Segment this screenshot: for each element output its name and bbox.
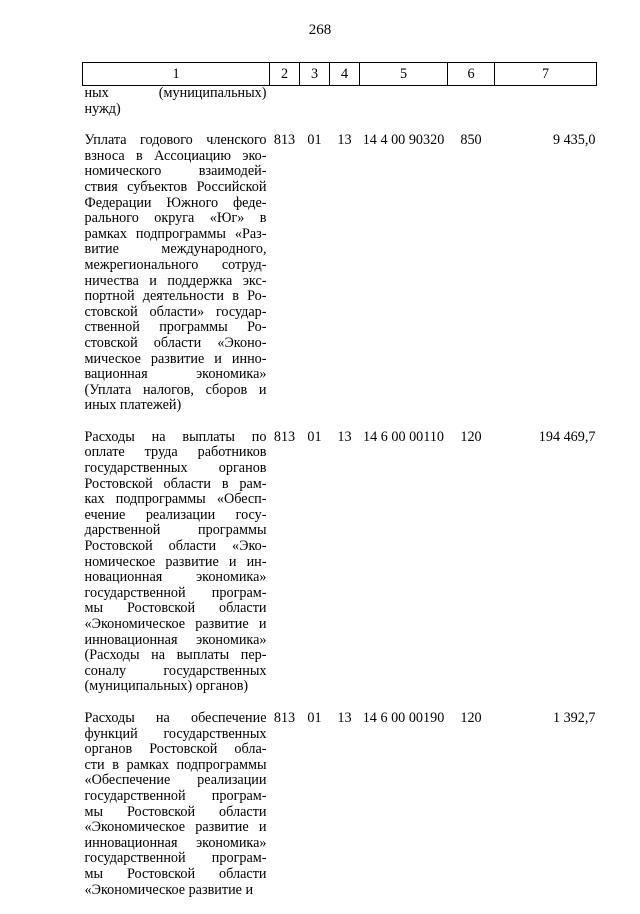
description-line: сти в рамках подпрограммы [84, 756, 267, 773]
description-line: ных (муниципальных) [84, 85, 267, 101]
description-line: функций государственных [84, 725, 267, 742]
description-line: инновационная экономика» [84, 631, 267, 648]
description-line: витие международного, [84, 241, 267, 258]
subsection-code-cell: 13 [337, 132, 352, 149]
amount-cell: 1 392,7 [552, 709, 596, 726]
description-line: номическое развитие и ин- [84, 553, 267, 570]
description-line: Ростовской области «Эко- [84, 538, 267, 555]
description-line: дарственной программы [84, 522, 267, 539]
description-line: иных платежей) [84, 397, 182, 414]
description-line: рального округа «Юг» в [84, 210, 267, 227]
description-line: ничества и поддержка экс- [84, 272, 267, 289]
description-line: инновационная экономика» [84, 834, 267, 851]
table-row [83, 711, 597, 914]
description-line: (Расходы на выплаты пер- [84, 647, 267, 664]
description-line: государственной програм- [84, 850, 267, 867]
description-line: межрегионального сотруд- [84, 256, 267, 273]
description-line: вационная экономика» [84, 366, 267, 383]
description-line: государственной програм- [84, 787, 267, 804]
expense-type-cell: 120 [460, 709, 482, 726]
column-header-1: 1 [83, 63, 270, 86]
continuation-row [83, 86, 597, 134]
description-line: органов Ростовской обла- [84, 741, 267, 758]
table-row [83, 430, 597, 711]
amount-cell: 9 435,0 [552, 132, 596, 149]
description-line: новационная экономика» [84, 569, 267, 586]
expense-type-cell: 850 [460, 132, 482, 149]
description-line: Ростовской области в рам- [84, 475, 267, 492]
description-line: Федерации Южного феде- [84, 194, 267, 211]
ministry-code-cell: 813 [273, 428, 296, 445]
description-line: мы Ростовской области [84, 803, 267, 820]
column-header-4: 4 [330, 63, 360, 86]
description-line: «Экономическое развитие и [84, 819, 267, 836]
description-line: рамках подпрограммы «Раз- [84, 225, 267, 242]
description-line: стовской области «Эконо- [84, 334, 267, 351]
row-description [83, 133, 270, 430]
description-line: оплате труда работников [84, 444, 267, 461]
subsection-code-cell: 13 [337, 428, 352, 445]
description-line: ках подпрограммы «Обесп- [84, 491, 267, 508]
column-header-7: 7 [495, 63, 597, 86]
column-header-6: 6 [448, 63, 495, 86]
description-line: Расходы на выплаты по [84, 428, 267, 445]
subsection-code-cell: 13 [337, 709, 352, 726]
description-line: «Экономическое развитие и [84, 616, 267, 632]
target-article-cell: 14 6 00 00110 [362, 428, 445, 445]
page-number: 268 [308, 22, 332, 38]
section-code-cell: 01 [307, 428, 322, 445]
ministry-code-cell: 813 [273, 709, 296, 726]
target-article-cell: 14 6 00 00190 [362, 709, 445, 726]
description-line: ечение реализации госу- [84, 506, 267, 523]
table-header-row [83, 63, 597, 86]
ministry-code-cell: 813 [273, 132, 296, 149]
description-line: Расходы на обеспечение [84, 709, 267, 726]
row-description [83, 430, 270, 711]
amount-cell: 194 469,7 [538, 428, 596, 445]
description-line: мы Ростовской области [84, 600, 267, 617]
column-header-2: 2 [270, 63, 300, 86]
table-row [83, 133, 597, 430]
description-line: портной деятельности в Ро- [84, 288, 267, 305]
row-description [83, 711, 270, 914]
description-line: ствия субъектов Российской [84, 178, 267, 195]
description-line: «Обеспечение реализации [84, 772, 267, 789]
description-line: взноса в Ассоциацию эко- [84, 147, 267, 164]
continuation-description [83, 86, 270, 134]
description-line: нужд) [84, 100, 121, 117]
budget-table [82, 62, 597, 914]
description-line: стовской области» государ- [84, 303, 267, 320]
description-line: государственных органов [84, 460, 267, 477]
description-line: мическое развитие и инно- [84, 350, 267, 367]
section-code-cell: 01 [307, 132, 322, 149]
column-header-3: 3 [300, 63, 330, 86]
description-line: соналу государственных [84, 662, 267, 679]
description-line: (Уплата налогов, сборов и [84, 381, 267, 398]
column-header-5: 5 [360, 63, 448, 86]
description-line: «Экономическое развитие и [84, 881, 254, 898]
description-line: мы Ростовской области [84, 865, 267, 882]
description-line: Уплата годового членского [84, 132, 267, 149]
section-code-cell: 01 [307, 709, 322, 726]
description-line: государственной програм- [84, 584, 267, 601]
expense-type-cell: 120 [460, 428, 482, 445]
description-line: ственной программы Ро- [84, 319, 267, 336]
target-article-cell: 14 4 00 90320 [362, 132, 445, 149]
description-line: номического взаимодей- [84, 163, 267, 180]
description-line: (муниципальных) органов) [84, 678, 249, 695]
